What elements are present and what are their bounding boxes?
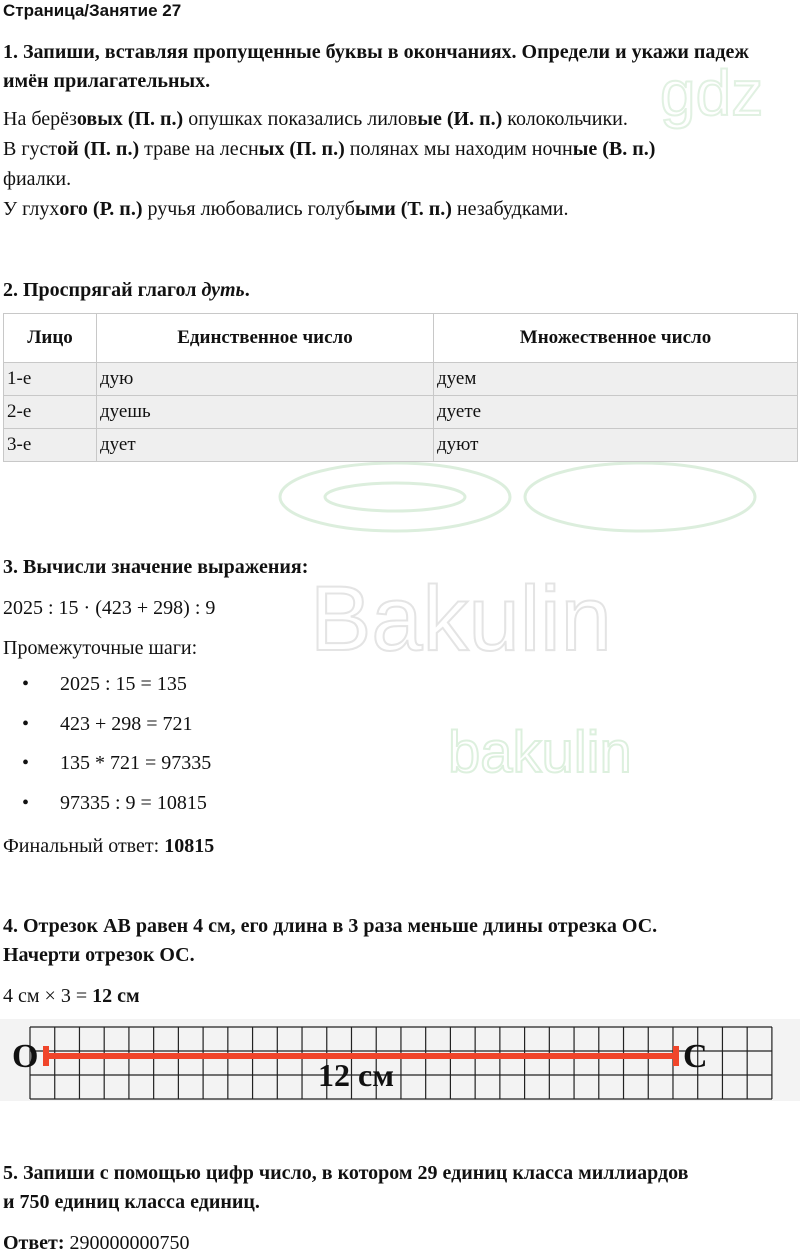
task2-heading: 2. Проспрягай глагол дуть.: [3, 279, 250, 301]
point-o-label: O: [12, 1038, 39, 1075]
task5-answer: Ответ: 290000000750: [3, 1232, 190, 1254]
header-person: Лицо: [4, 314, 97, 363]
watermark-brand: Bakulin: [310, 568, 612, 670]
bullet-mark: •: [22, 673, 30, 695]
task4-heading-line2: Начерти отрезок ОС.: [3, 944, 195, 966]
table-header-row: [4, 314, 798, 363]
segment-length-label: 12 см: [318, 1057, 394, 1093]
bullet-mark: •: [22, 792, 30, 814]
task1-line4: У глухого (Р. п.) ручья любовались голубыми (Т. п.) незабудками.: [3, 198, 569, 220]
bullet-mark: •: [22, 752, 30, 774]
task1-line3: фиалки.: [3, 168, 72, 190]
task1-line1: На берёзовых (П. п.) опушках показались лиловые (И. п.) колокольчики.: [3, 108, 628, 130]
task1-line2: В густой (П. п.) траве на лесных (П. п.) полянах мы находим ночные (В. п.): [3, 138, 656, 160]
table-row: [4, 396, 798, 429]
task1-heading: 1. Запиши, вставляя пропущенные буквы в окончаниях. Определи и укажи падеж имён прилагательных.: [3, 41, 749, 92]
task4-heading-line1: 4. Отрезок АВ равен 4 см, его длина в 3 раза меньше длины отрезка ОС.: [3, 915, 658, 937]
table-cell: 3-е: [4, 429, 97, 462]
task3-expression: 2025 : 15 · (423 + 298) : 9: [3, 597, 216, 619]
conjugation-table: [3, 313, 798, 462]
table-cell: дуют: [434, 429, 798, 462]
segment-start-tick: [43, 1046, 49, 1066]
table-cell: 1-е: [4, 363, 97, 396]
header-singular: Единственное число: [97, 314, 434, 363]
table-row: [4, 363, 798, 396]
task4-calculation: 4 см × 3 = 12 см: [3, 985, 140, 1007]
table-cell: дует: [97, 429, 434, 462]
watermark-side-text: gdz: [660, 57, 764, 129]
table-cell: дуете: [434, 396, 798, 429]
task5-heading-line2: и 750 единиц класса единиц.: [3, 1191, 260, 1213]
task3-steps-label: Промежуточные шаги:: [3, 637, 198, 659]
table-cell: дуем: [434, 363, 798, 396]
table-cell: 2-е: [4, 396, 97, 429]
step-item: 423 + 298 = 721: [60, 713, 193, 735]
point-c-label: C: [683, 1038, 708, 1075]
table-cell: дую: [97, 363, 434, 396]
table-cell: дуешь: [97, 396, 434, 429]
task3-final-answer: Финальный ответ: 10815: [3, 835, 215, 857]
table-row: [4, 429, 798, 462]
task5-heading-line1: 5. Запиши с помощью цифр число, в котором 29 единиц класса миллиардов: [3, 1162, 689, 1184]
step-item: 2025 : 15 = 135: [60, 673, 187, 695]
segment-grid-figure: [0, 1019, 800, 1101]
step-item: 97335 : 9 = 10815: [60, 792, 207, 814]
bullet-mark: •: [22, 713, 30, 735]
watermark-brand-lower: bakulin: [448, 720, 632, 785]
header-plural: Множественное число: [434, 314, 798, 363]
segment-end-tick: [673, 1046, 679, 1066]
page-title: Страница/Занятие 27: [3, 1, 182, 20]
task3-heading: 3. Вычисли значение выражения:: [3, 556, 309, 578]
step-item: 135 * 721 = 97335: [60, 752, 212, 774]
